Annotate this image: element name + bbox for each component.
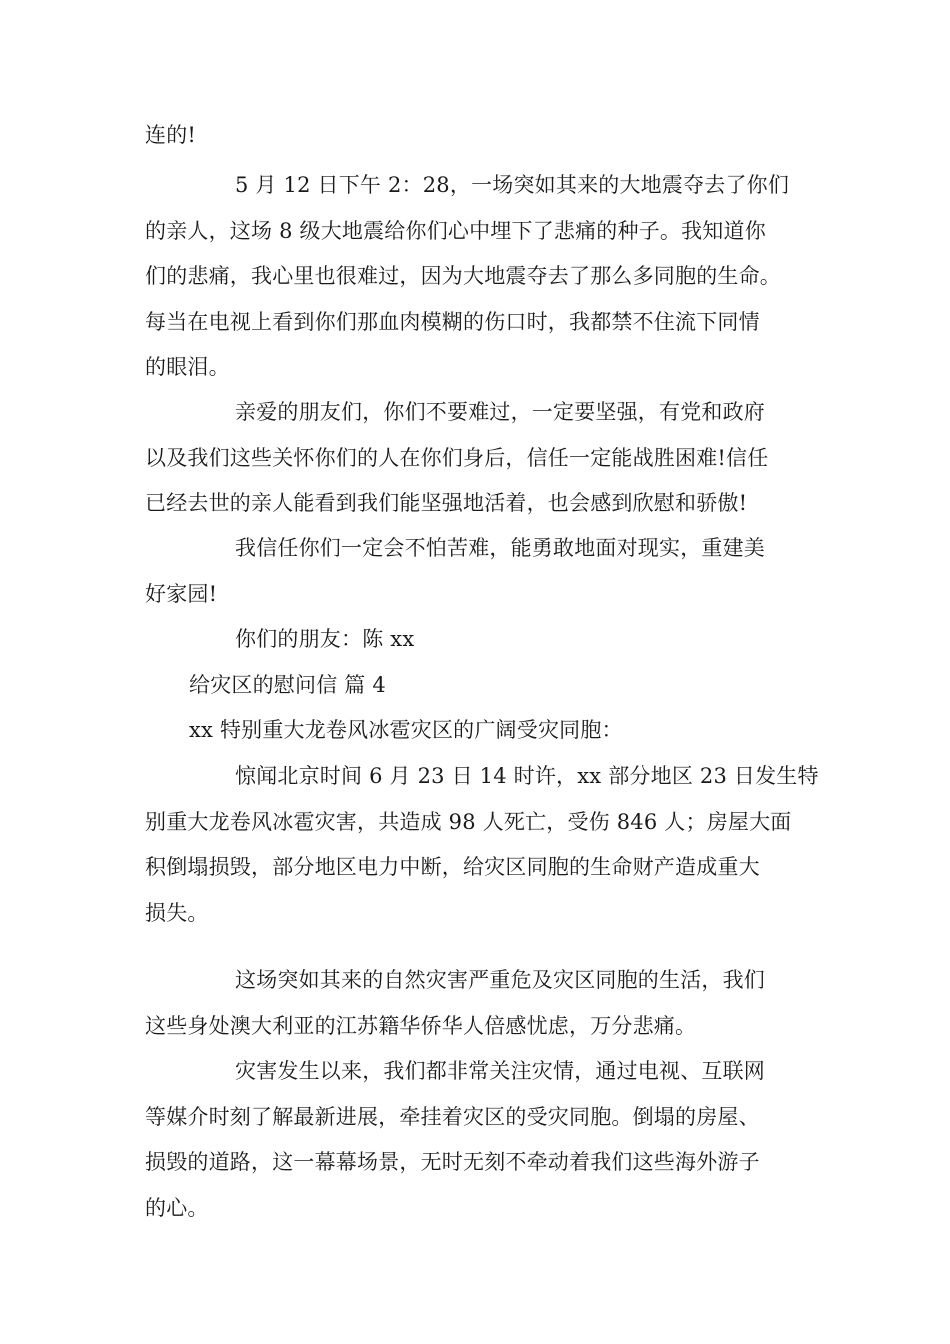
paragraph-continuation xyxy=(145,113,825,159)
text-line: 5 月 12 日下午 2：28，一场突如其来的大地震夺去了你们 xyxy=(235,173,790,197)
text-line: 灾害发生以来，我们都非常关注灾情，通过电视、互联网 xyxy=(235,1059,765,1083)
text-line: 惊闻北京时间 6 月 23 日 14 时许，xx 部分地区 23 日发生特 xyxy=(235,764,819,788)
paragraph-trust xyxy=(145,526,825,617)
paragraph-attention xyxy=(145,1049,825,1231)
text-line: 亲爱的朋友们，你们不要难过，一定要坚强，有党和政府 xyxy=(235,400,765,424)
text-line: 别重大龙卷风冰雹灾害，共造成 98 人死亡，受伤 846 人；房屋大面 xyxy=(145,809,792,834)
text-line: 好家园! xyxy=(145,581,218,606)
text-line: 这些身处澳大利亚的江苏籍华侨华人倍感忧虑，万分悲痛。 xyxy=(145,1013,697,1038)
text-line: 每当在电视上看到你们那血肉模糊的伤口时，我都禁不住流下同情 xyxy=(145,309,760,334)
text-line: 这场突如其来的自然灾害严重危及灾区同胞的生活，我们 xyxy=(235,968,765,992)
signature xyxy=(145,617,825,663)
text-line: 损毁的道路，这一幕幕场景，无时无刻不牵动着我们这些海外游子 xyxy=(145,1150,760,1174)
text-line: 以及我们这些关怀你们的人在你们身后，信任一定能战胜困难!信任 xyxy=(145,445,769,470)
text-line: 已经去世的亲人能看到我们能坚强地活着，也会感到欣慰和骄傲! xyxy=(145,491,748,515)
paragraph-earthquake xyxy=(145,163,825,391)
text-line: xx 特别重大龙卷风冰雹灾区的广阔受灾同胞： xyxy=(189,718,623,742)
text-line: 的心。 xyxy=(145,1195,209,1220)
paragraph-disaster-news xyxy=(145,754,825,936)
text-line: 损失。 xyxy=(145,900,209,925)
text-line: 给灾区的慰问信 篇 4 xyxy=(189,673,386,697)
text-line: 你们的朋友：陈 xx xyxy=(235,627,415,651)
text-line: 的眼泪。 xyxy=(145,355,230,379)
text-line: 的亲人，这场 8 级大地震给你们心中埋下了悲痛的种子。我知道你 xyxy=(145,218,766,243)
text-line: 我信任你们一定会不怕苦难，能勇敢地面对现实，重建美 xyxy=(235,536,765,560)
section-heading xyxy=(145,663,825,709)
text-line: 积倒塌损毁，部分地区电力中断，给灾区同胞的生命财产造成重大 xyxy=(145,855,760,879)
salutation xyxy=(145,708,825,754)
paragraph-encouragement xyxy=(145,390,825,527)
text-line: 连的! xyxy=(145,123,197,147)
text-line: 等媒介时刻了解最新进展，牵挂着灾区的受灾同胞。倒塌的房屋、 xyxy=(145,1104,760,1129)
text-line: 们的悲痛，我心里也很难过，因为大地震夺去了那么多同胞的生命。 xyxy=(145,264,781,288)
paragraph-concern xyxy=(145,958,825,1049)
